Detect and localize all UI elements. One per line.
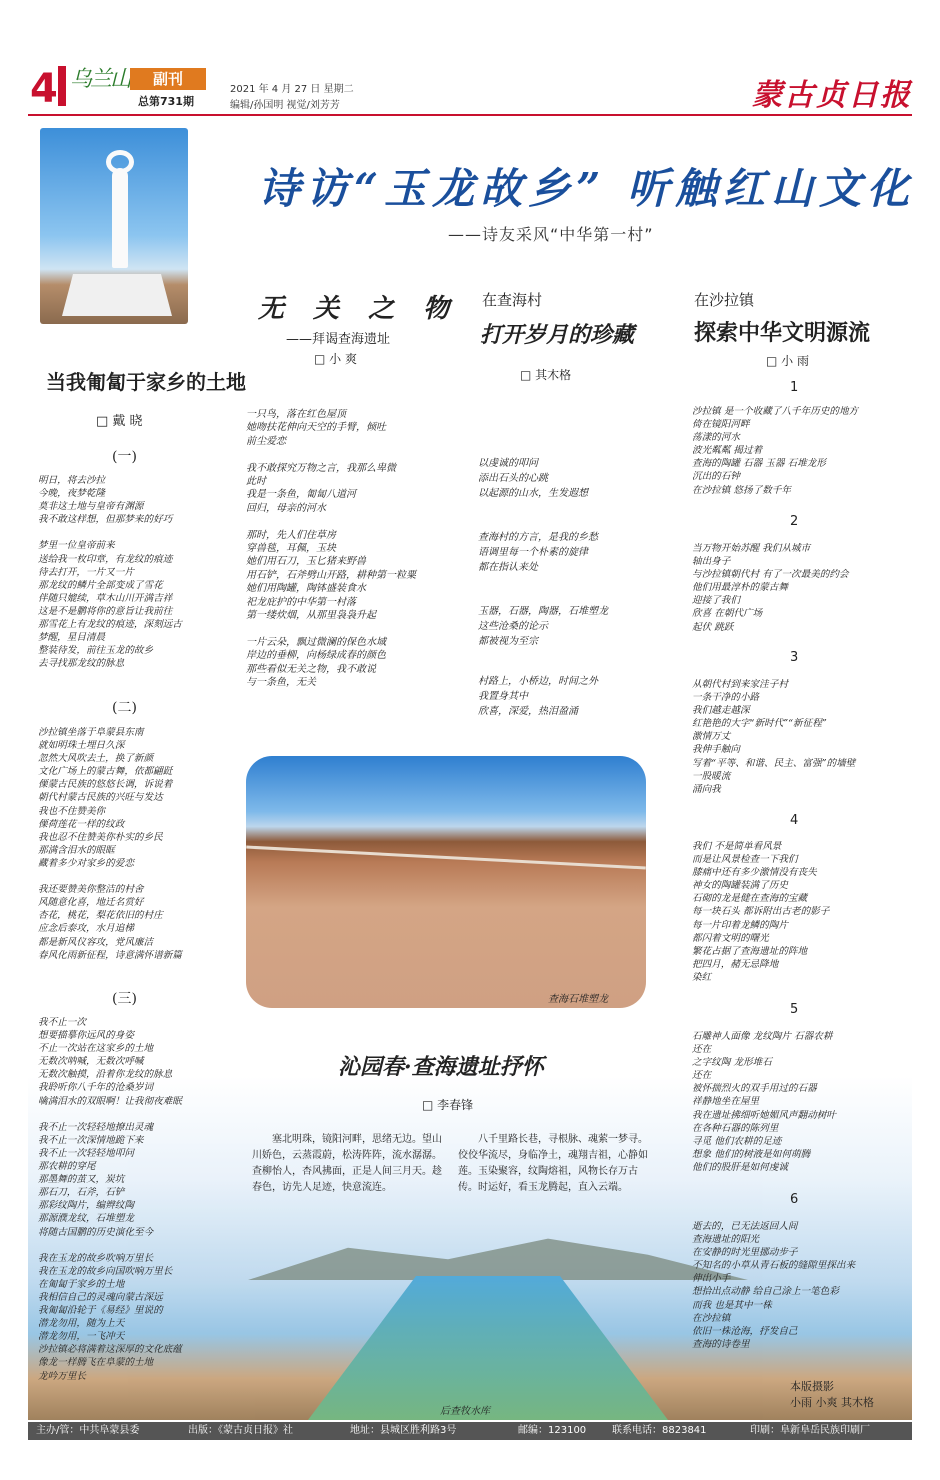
ci-author: □ 李春锋	[422, 1098, 474, 1112]
poem4-part-number: 5	[790, 1002, 799, 1017]
poem4-part-text: 石雕神人面像 龙纹陶片 石器农耕 还在 之字纹陶 龙形堆石 还在 被怀揣烈火的双手用过的石器 祥静地坐在屋里 我在遗址拂细听她媚风声翻动树叶 在各种石器的陈列里 寻觅 他们农耕的足迹 想象 他们的树液是如何萌腾 他们的股肝是如何虔诚	[692, 1031, 836, 1173]
poem1-section-text: 沙拉镇坐落于阜蒙县东南 就如明珠土埋日久深 忽然大风吹去土，换了新颜 文化广场上的蒙古舞，依都翩跹 傈蒙古民族的悠悠长调，诉说着 朝代村蒙古民族的兴旺与发达 我也不住赞美你 傈荷莲花一样的纹政 我也忍不住赞美你朴实的乡民 那满含泪水的眼眶 藏着多少对家乡的爱恋 我还要赞美你整洁的村舍 风随意化喜，地迁名赏好 杏花，桃花，梨花依旧的村庄 应念后泰攻，水月追梯 都是新风仪容攻，党风廉洁 春风化雨新征程，诗意满怀谱新篇	[38, 727, 182, 961]
date-line: 2021 年 4 月 27 日 星期二	[230, 84, 354, 95]
poem3-stanza: 玉器，石器，陶器，石堆塑龙 这些沧桑的论示 都被视为至宗	[478, 606, 608, 647]
column-brand: 乌兰山	[70, 67, 131, 92]
ci-title: 沁园春·查海遗址抒怀	[338, 1054, 544, 1080]
photo-credit-names: 小雨 小爽 其木格	[790, 1396, 874, 1409]
poem4-part-text: 我们 不是简单看风景 而是让风景检查一下我们 膝痛中还有多少激情没有丧失 神女的陶罐装满了历史 石砌的龙是健在查海的宝藏 每一块石头 都诉附出古老的影子 每一片印着龙鳞的陶片 都闪着文明的曙光 繁花占据了查海遗址的阵地 把四月，赭无忌降地 染红	[692, 841, 830, 983]
footer-address: 地址：县城区胜利路3号	[350, 1425, 457, 1436]
poem1-author: □ 戴 晓	[96, 414, 143, 429]
relic-photo-caption: 查海石堆塑龙	[548, 994, 608, 1005]
poem3-stanza: 查海村的方言，是我的乡愁 语调里每一个朴素的旋律 都在指认来处	[478, 532, 598, 573]
photo-water	[308, 1276, 668, 1420]
poem4-author: □ 小 雨	[766, 354, 809, 368]
relic-site-photo	[246, 756, 646, 1008]
photo-credit	[790, 1378, 874, 1410]
poem3-title: 打开岁月的珍藏	[480, 322, 635, 348]
header-divider	[28, 114, 912, 116]
photo-fence	[246, 846, 646, 870]
footer-publisher: 出版：《蒙古贞日报》社	[188, 1425, 293, 1436]
poem4-part-number: 3	[790, 650, 799, 665]
poem4-part-number: 1	[790, 380, 799, 395]
photo-hills	[248, 1234, 748, 1280]
poem2-subtitle: ——拜谒查海遗址	[286, 332, 391, 347]
poem3-stanza: 村路上，小桥边，时间之外 我置身其中 欣喜，深爱，热泪盈涌	[478, 676, 598, 717]
poem1-section-mark: (三)	[112, 991, 137, 1007]
footer-bar	[28, 1422, 912, 1440]
ci-second-stanza: 八千里路长巷，寻根脉、魂萦一梦寻。佼佼华流尽，身临净土，魂翔吉祖，心静如莲。玉染聚容，纹陶熔祖，风物长存万古传。时运好，看玉龙腾起，直入云端。	[458, 1134, 648, 1193]
poem4-part-text: 沙拉镇 是一个收藏了八千年历史的地方 倚在镜阳河畔 荡漾的河水 波光粼粼 揭过着 查海的陶罐 石器 玉器 石堆龙形 沉出的石钟 在沙拉镇 悠扬了数千年	[692, 406, 859, 496]
poem1-section-text: 我不止一次 想要描摹你远风的身姿 不止一次站在这家乡的土地 无数次呐喊，无数次呼喊 无数次触摸，沿着你龙纹的脉息 我聆听你八千年的沧桑岁词 噙满泪水的双眼啊！让我彻夜难眠 我不止一次轻轻地撩出灵魂 我不止一次深情地跪下来 我不止一次轻轻地叩问 那农耕的穿尾 那墨舞的茧又，炭坑 那石刀，石斧，石铲 那彩纹陶片，编辫纹陶 那源濮龙纹，石堆塑龙 将随古国鹏的历史演化至今 我在玉龙的故乡吹响万里长 我在玉龙的故乡向国吹响万里长 在匍匐于家乡的土地 我相信自己的灵魂向蒙古深远 我匍匐沿轮于《易经》里说的 潜龙勿用，随为上天 潜龙勿用，一飞冲天 沙拉镇必将满着这深厚的文化底蕴 像龙一样腾飞在阜蒙的土地 龙吟万里长	[38, 1017, 182, 1382]
photo-credit-title: 本版摄影	[790, 1380, 834, 1393]
poem4-part-number: 6	[790, 1192, 799, 1207]
poem3-stanza: 以虔诚的叩问 添出石头的心跳 以起源的山水，生发遐想	[478, 458, 588, 499]
poem3-location: 在查海村	[482, 291, 543, 309]
poem4-title: 探索中华文明源流	[694, 321, 871, 346]
poem2-author: □ 小 爽	[314, 352, 357, 366]
main-headline: 诗访“玉龙故乡” 听触红山文化	[258, 164, 915, 213]
issue-number: 总第731期	[138, 95, 194, 108]
poem1-title: 当我匍匐于家乡的土地	[46, 370, 246, 394]
poem3-author: □ 其木格	[520, 368, 572, 382]
statue-ring	[106, 150, 134, 174]
footer-host: 主办/管：中共阜蒙县委	[36, 1425, 140, 1436]
section-marker-bar	[58, 66, 66, 106]
masthead-logo: 蒙古贞日报	[752, 78, 912, 113]
poem4-part-number: 4	[790, 813, 799, 828]
reservoir-photo-caption: 后查牧水库	[440, 1406, 490, 1417]
poem1-section-mark: (一)	[112, 449, 137, 465]
poem4-part-text: 当万物开始苏醒 我们从城市 轴出身子 与沙拉镇朝代村 有了一次最美的约会 他们用最淳朴的蒙古舞 迎接了我们 欣喜 在朝代广场 起伏 跳跃	[692, 543, 849, 633]
footer-printer: 印刷：阜新阜岳民族印刷厂	[750, 1425, 870, 1436]
statue-photo	[40, 128, 188, 324]
poem2-text: 一只鸟，落在红色屋顶 她吻扶花伸向天空的手臂，倾吐 前尘爱恋 我不敢探究万物之言，我那么卑微 此时 我是一条鱼，匍匐八道河 回归，母亲的河水 那时，先人们住草房 穿兽毯，耳佩，玉块 她们用石刀，玉匕猪来野兽 用石铲，石斧劈山开路，耕种第一粒粟 她们用陶罐，陶钵盛装食水 祀龙庇护的中华第一村落 第一缕炊烟，从那里袅袅升起 一片云朵，飘过微澜的保色水域 岸边的垂柳，向杨绿成春的颜色 那些看似无关之物，我不敢说 与一条鱼，无关	[246, 409, 416, 689]
page-number: 4	[30, 66, 58, 112]
poem4-location: 在沙拉镇	[694, 291, 755, 309]
footer-phone: 联系电话：8823841	[612, 1425, 707, 1436]
poem1-section-text: 明日，将去沙拉 今晚，夜梦乾隆 莫非这土地与皇帝有渊源 我不敢这样想，但那梦来的好巧 梦里一位皇帝前来 送给我一枚印章，有龙纹的痕迹 待去打开，一片又一片 那龙纹的鳞片全部变成了雪花 伴随只媲续，草木山川开满吉祥 这是不是鹏将你的意旨让我前往 那雪花上有龙纹的痕迹，深刻远古 梦醒，星目清晨 整装待发，前往玉龙的故乡 去寻找那龙纹的脉息	[38, 475, 182, 670]
editors-line: 编辑/孙国明 视觉/刘芳芳	[230, 100, 340, 111]
poem4-part-number: 2	[790, 514, 799, 529]
statue-figure	[112, 168, 128, 268]
poem2-title: 无 关 之 物	[258, 294, 460, 324]
footer-postcode: 邮编：123100	[518, 1425, 587, 1436]
sub-headline: ——诗友采风“中华第一村”	[448, 225, 654, 244]
ci-first-stanza: 塞北明珠，镜阳河畔，思绪无边。望山川娇色，云蒸霞蔚，松涛阵阵，流水潺潺。查柳怡人，杏风拂面，正是人间三月天。趁春色，访先人足迹，快意流连。	[252, 1134, 442, 1193]
section-tag: 副刊	[130, 68, 206, 90]
poem1-section-mark: (二)	[112, 700, 137, 716]
poem4-part-text: 从朝代村到来家洼子村 一条干净的小路 我们越走越深 红艳艳的大字“新时代”“新征程” 激情万丈 我伸手触向 写着“平等、和谐、民主、富强”的墙壁 一股暖流 涌向我	[692, 679, 856, 795]
poem4-part-text: 逝去的，已无法返回人间 查海遗址的阳光 在安静的时光里挪动步子 不知名的小草从青石板的缝隙里探出来 伸出小手 想拾出点动静 给自己涂上一笔色彩 而我 也是其中一株 在沙拉镇 依旧一株沧海，抒发自己 查海的诗卷里	[692, 1221, 856, 1350]
